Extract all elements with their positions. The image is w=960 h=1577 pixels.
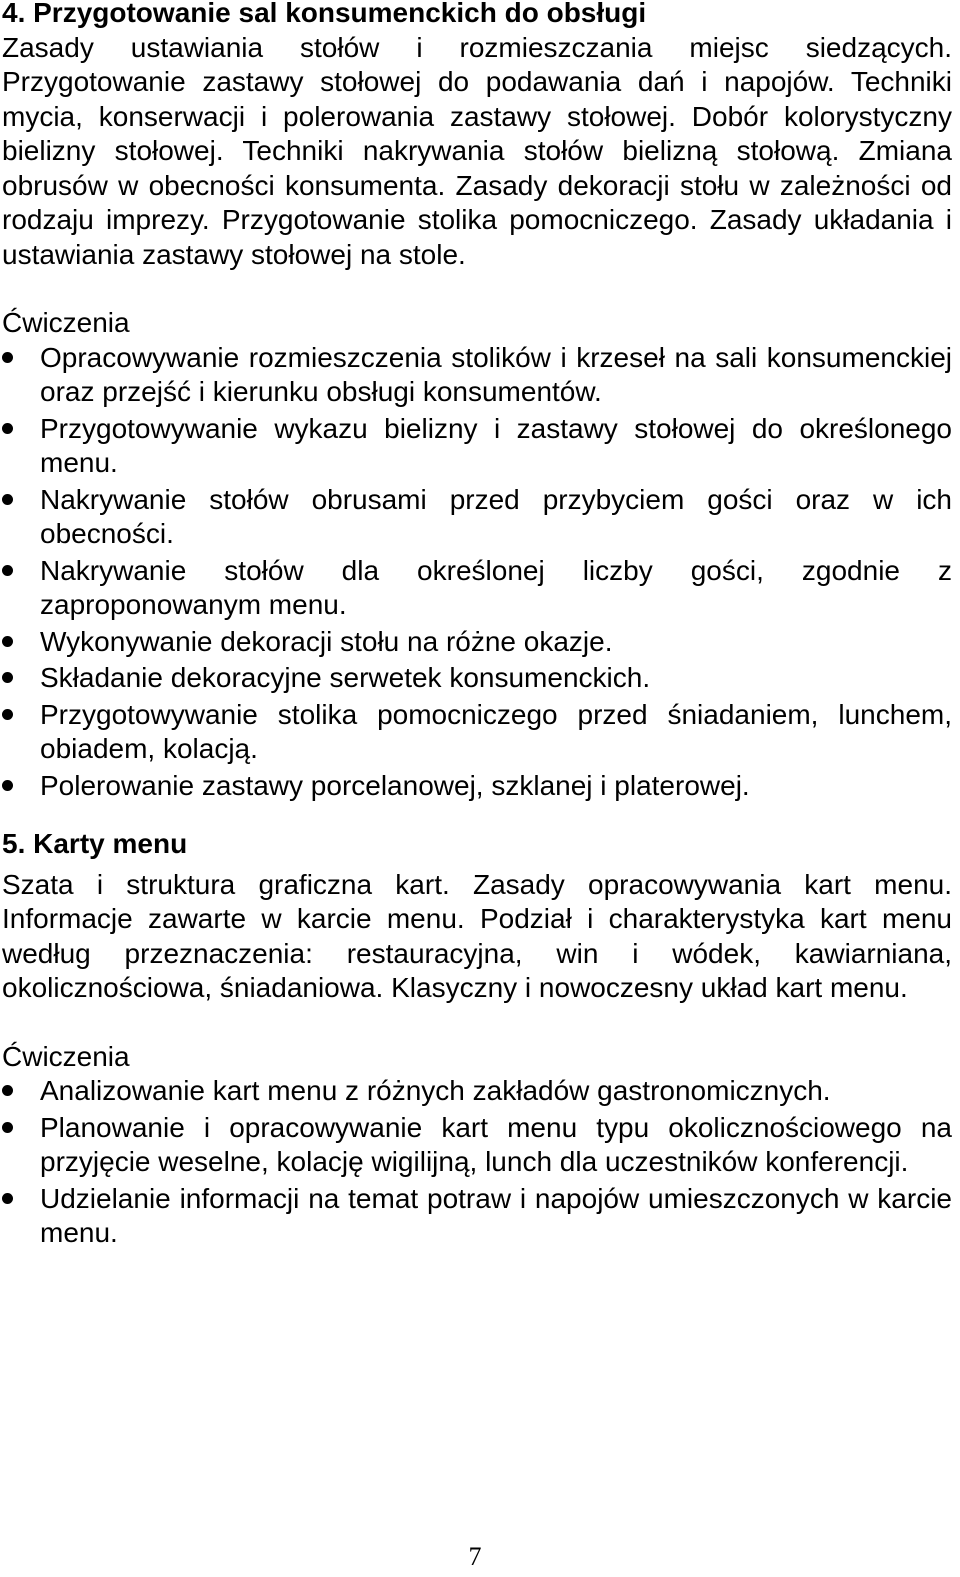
bullet-icon [2, 1122, 13, 1133]
bullet-icon [2, 636, 13, 647]
section-5-title: 5. Karty menu [2, 828, 188, 859]
list-item: Nakrywanie stołów obrusami przed przybyciem gości oraz w ich obecności. [2, 483, 952, 552]
list-item: Polerowanie zastawy porcelanowej, szklanej i platerowej. [2, 769, 952, 804]
section-4-exercises-heading: Ćwiczenia [2, 307, 130, 338]
section-4-title: 4. Przygotowanie sal konsumenckich do obsługi [2, 0, 647, 28]
section-4-body: Zasady ustawiania stołów i rozmieszczania miejsc siedzących. Przygotowanie zastawy stołowej do podawania dań i napojów. Techniki mycia, konserwacji i polerowania zastawy stołowej. Dobór kolorystyczny bielizny stołowej. Techniki nakrywania stołów bielizną stołową. Zmiana obrusów w obecności konsumenta. Zasady dekoracji stołu w zależności od rodzaju imprezy. Przygotowanie stolika pomocniczego. Zasady układania i ustawiania zastawy stołowej na stole. [2, 31, 952, 270]
bullet-icon [2, 352, 13, 363]
bullet-icon [2, 780, 13, 791]
section-5-body: Szata i struktura graficzna kart. Zasady opracowywania kart menu. Informacje zawarte w karcie menu. Podział i charakterystyka kart menu według przeznaczenia: restauracyjna, win i wódek, kawiarniana, okolicznościowa, śniadaniowa. Klasyczny i nowoczesny układ kart menu. [2, 868, 952, 1003]
list-item: Składanie dekoracyjne serwetek konsumenckich. [2, 661, 952, 696]
bullet-icon [2, 565, 13, 576]
bullet-icon [2, 494, 13, 505]
list-item: Wykonywanie dekoracji stołu na różne okazje. [2, 625, 952, 660]
list-item: Opracowywanie rozmieszczenia stolików i krzeseł na sali konsumenckiej oraz przejść i kierunku obsługi konsumentów. [2, 341, 952, 410]
document-page [2, 0, 952, 1253]
section-4-exercise-list [2, 341, 952, 804]
section-5-exercise-list [2, 1074, 952, 1251]
list-item: Planowanie i opracowywanie kart menu typu okolicznościowego na przyjęcie weselne, kolację wigilijną, lunch dla uczestników konferencji. [2, 1111, 952, 1180]
bullet-icon [2, 423, 13, 434]
bullet-icon [2, 709, 13, 720]
page-number: 7 [468, 1542, 482, 1571]
list-item: Przygotowywanie wykazu bielizny i zastawy stołowej do określonego menu. [2, 412, 952, 481]
bullet-icon [2, 1085, 13, 1096]
bullet-icon [2, 672, 13, 683]
section-5-exercises-heading: Ćwiczenia [2, 1040, 130, 1072]
list-item: Udzielanie informacji na temat potraw i napojów umieszczonych w karcie menu. [2, 1182, 952, 1251]
bullet-icon [2, 1193, 13, 1204]
list-item: Przygotowywanie stolika pomocniczego przed śniadaniem, lunchem, obiadem, kolacją. [2, 698, 952, 767]
list-item: Nakrywanie stołów dla określonej liczby gości, zgodnie z zaproponowanym menu. [2, 554, 952, 623]
list-item: Analizowanie kart menu z różnych zakładów gastronomicznych. [2, 1074, 952, 1109]
